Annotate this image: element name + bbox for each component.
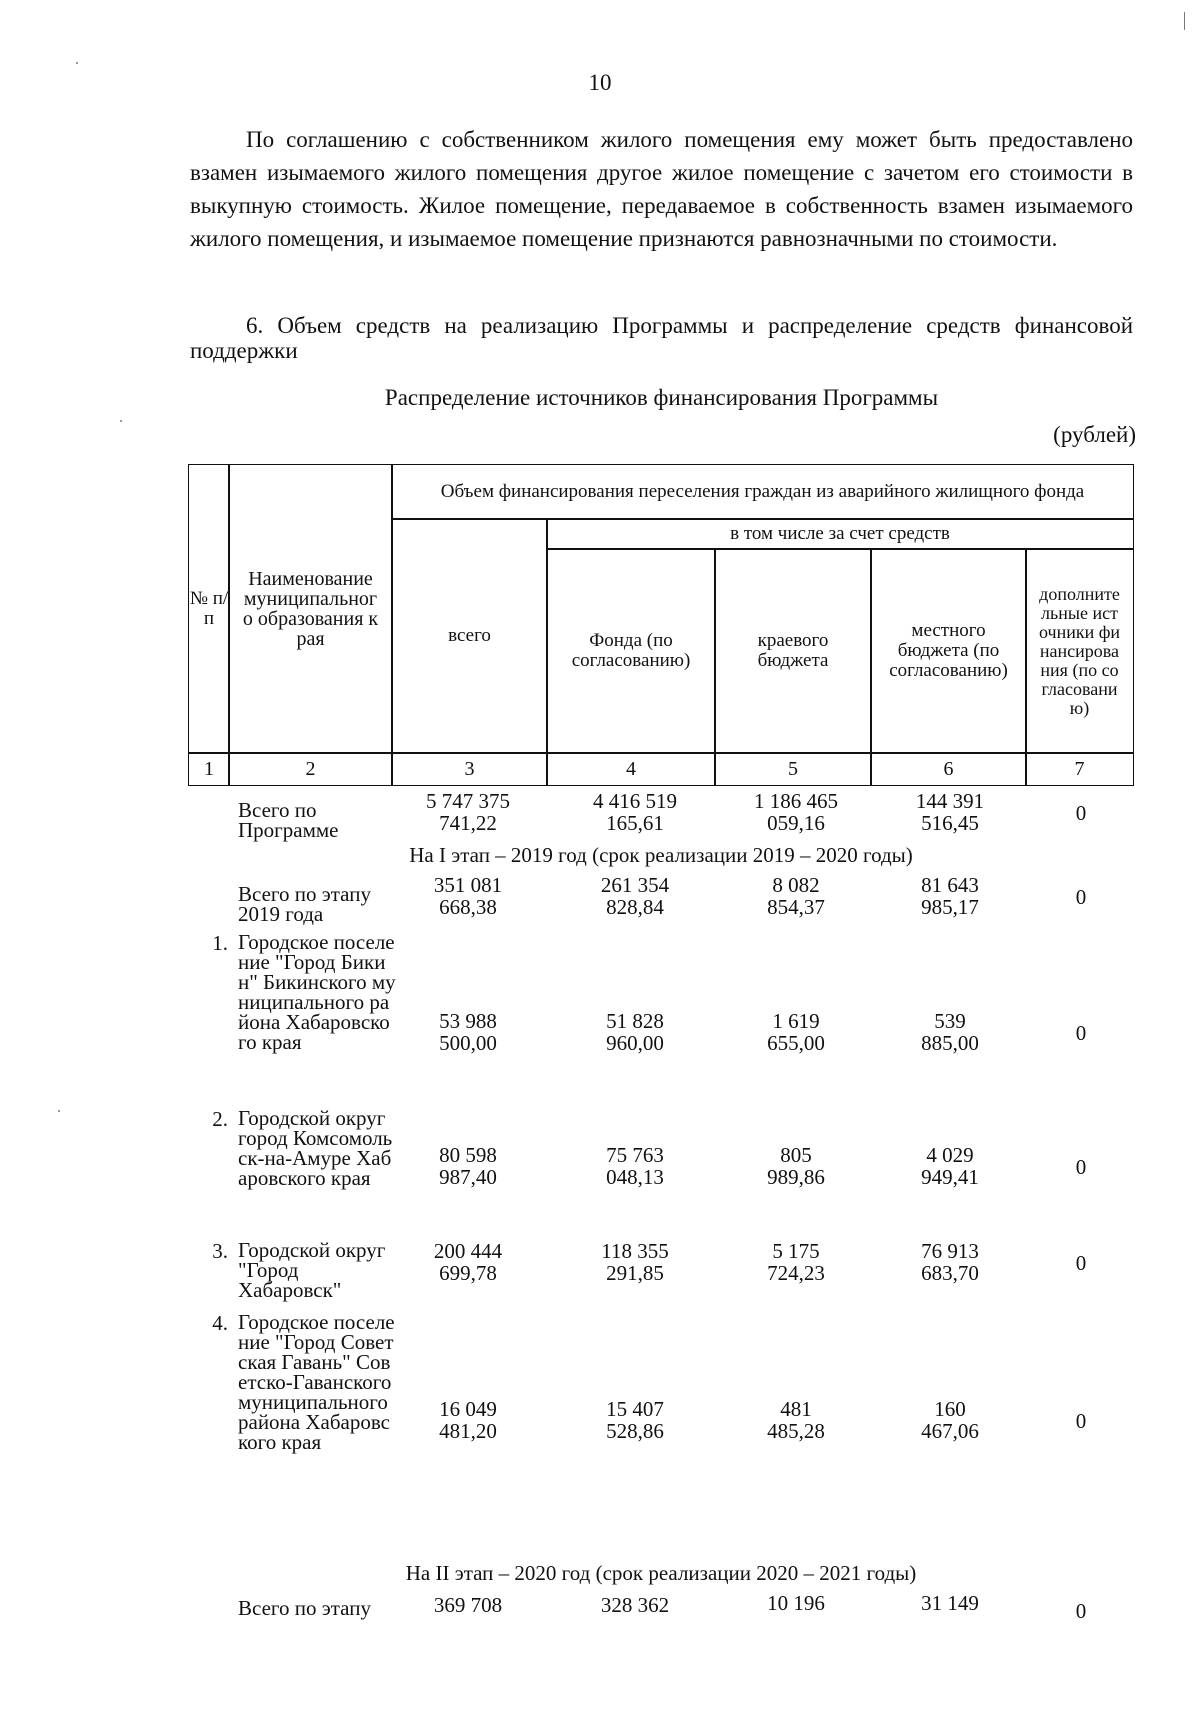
row-name: Всего по этапу 2019 года (238, 882, 371, 926)
row-extra: 0 (1075, 885, 1087, 909)
row-regional: 481 485,28 (767, 1397, 825, 1443)
header-volume: Объем финансирования переселения граждан из аварийного жилищного фонда (391, 464, 1134, 520)
paragraph-section-6: 6. Объем средств на реализацию Программы и распределение средств финансовой поддержки (190, 313, 1133, 363)
row-total: 351 081 668,38 (433, 873, 503, 919)
header-including: в том числе за счет средств (546, 518, 1134, 550)
row-name: Городское поселение "Город Бикин" Бикинского муниципального района Хабаровского края (238, 930, 396, 1054)
header-col-num: 6 (870, 752, 1027, 786)
row-extra: 0 (1075, 1155, 1087, 1179)
row-number: 4. (212, 1311, 228, 1335)
row-fund: 4 416 519 165,61 (593, 789, 677, 835)
row-number: 1. (212, 931, 228, 955)
row-fund: 75 763 048,13 (606, 1143, 664, 1189)
header-col-num: 4 (546, 752, 716, 786)
row-local: 4 029 949,41 (921, 1143, 979, 1189)
header-fund: Фонда (по согласованию) (546, 548, 716, 754)
scan-speck (120, 420, 122, 422)
row-regional: 10 196 (767, 1591, 825, 1615)
row-regional: 5 175 724,23 (767, 1239, 825, 1285)
header-col-num: 1 (188, 752, 230, 786)
paragraph-ownership: По соглашению с собственником жилого помещения ему может быть предоставлено взамен изымаемого жилого помещения другое жилое помещение с зачетом его стоимости в выкупную стоимость. Жилое помещение, передаваемое в собственность взамен изымаемого жилого помещения, и изымаемое помещение признаются равнозначными по стоимости. (190, 127, 1133, 251)
row-name: Городской округ город Комсомольск-на-Амуре Хабаровского края (238, 1106, 393, 1190)
header-extra: дополнительные источники финансирования (по согласованию) (1025, 548, 1134, 754)
header-regional: краевого бюджета (714, 548, 872, 754)
header-no: № п/п (188, 464, 230, 754)
row-fund: 15 407 528,86 (606, 1397, 664, 1443)
row-total: 5 747 375 741,22 (426, 789, 510, 835)
row-number: 2. (212, 1107, 228, 1131)
units-label: (рублей) (1053, 422, 1136, 447)
scan-speck (1184, 12, 1185, 30)
table-header (188, 464, 1134, 786)
row-local: 31 149 (921, 1591, 979, 1615)
scan-speck (58, 1110, 60, 1112)
row-fund: 51 828 960,00 (606, 1009, 664, 1055)
row-fund: 261 354 828,84 (600, 873, 670, 919)
row-regional: 1 186 465 059,16 (754, 789, 838, 835)
row-name: Городское поселение "Город Советская Гавань" Советско-Гаванского муниципального района Хабаровского края (238, 1310, 395, 1454)
row-number: 3. (212, 1239, 228, 1263)
header-col-num: 7 (1025, 752, 1134, 786)
row-local: 160 467,06 (921, 1397, 979, 1443)
row-total: 369 708 (433, 1593, 503, 1617)
header-col-num: 5 (714, 752, 872, 786)
row-local: 81 643 985,17 (921, 873, 979, 919)
header-local: местного бюджета (по согласованию) (870, 548, 1027, 754)
table-title: Распределение источников финансирования Программы (384, 385, 939, 410)
row-name: Городской округ "Город Хабаровск" (238, 1238, 386, 1302)
row-local: 144 391 516,45 (915, 789, 985, 835)
row-fund: 328 362 (600, 1593, 670, 1617)
row-regional: 805 989,86 (767, 1143, 825, 1189)
row-fund: 118 355 291,85 (601, 1239, 669, 1285)
scan-speck (76, 62, 78, 64)
row-local: 76 913 683,70 (921, 1239, 979, 1285)
row-total: 200 444 699,78 (433, 1239, 503, 1285)
row-total: 53 988 500,00 (439, 1009, 497, 1055)
header-col-num: 3 (391, 752, 548, 786)
row-regional: 1 619 655,00 (767, 1009, 825, 1055)
table-body (188, 786, 1134, 1686)
header-total: всего (391, 518, 548, 754)
stage-2-heading: На II этап – 2020 год (срок реализации 2020 – 2021 годы) (405, 1561, 917, 1585)
row-extra: 0 (1075, 1251, 1087, 1275)
page-number: 10 (588, 70, 612, 95)
row-local: 539 885,00 (921, 1009, 979, 1055)
row-extra: 0 (1075, 1021, 1087, 1045)
row-total: 16 049 481,20 (439, 1397, 497, 1443)
row-extra: 0 (1075, 1599, 1087, 1623)
row-regional: 8 082 854,37 (767, 873, 825, 919)
header-name: Наименование муниципального образования края (228, 464, 393, 754)
row-name: Всего по Программе (238, 798, 339, 842)
header-col-num: 2 (228, 752, 393, 786)
row-extra: 0 (1075, 1409, 1087, 1433)
row-name: Всего по этапу (238, 1596, 371, 1620)
row-total: 80 598 987,40 (439, 1143, 497, 1189)
stage-1-heading: На I этап – 2019 год (срок реализации 2019 – 2020 годы) (409, 843, 913, 867)
row-extra: 0 (1075, 801, 1087, 825)
